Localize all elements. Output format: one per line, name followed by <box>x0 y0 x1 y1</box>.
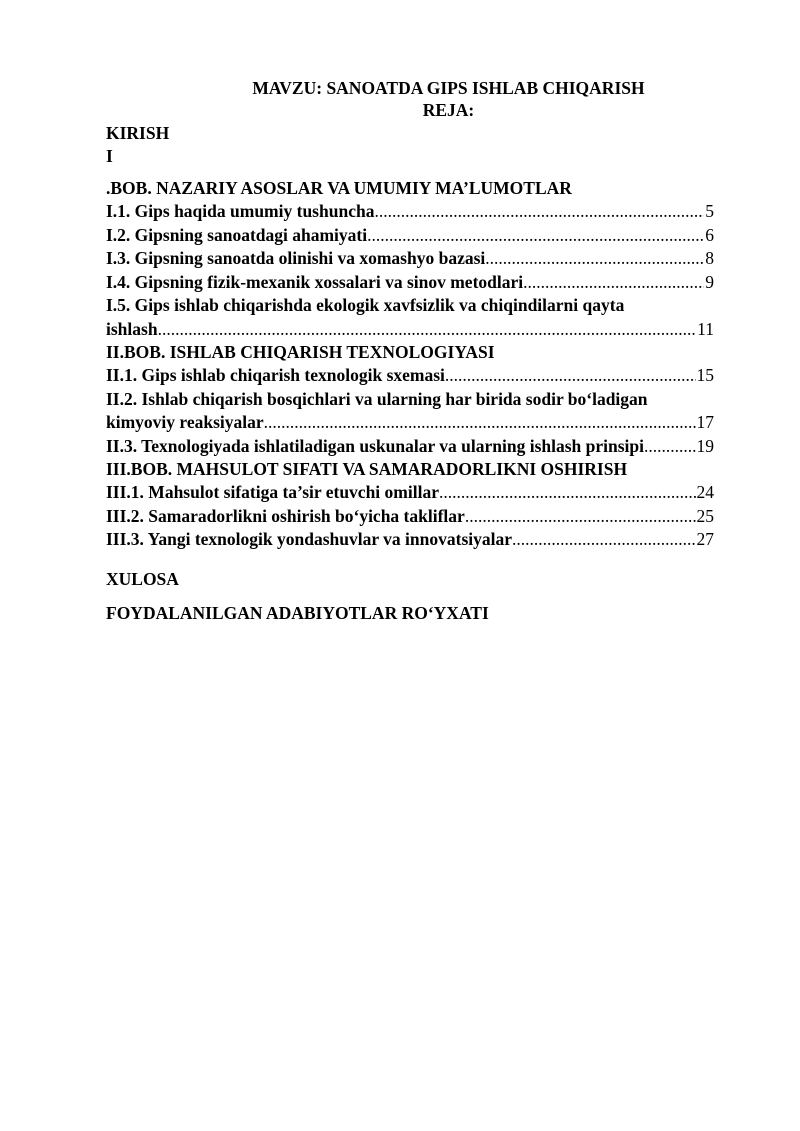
toc-leader-dots <box>512 528 696 552</box>
toc-leader-dots <box>439 481 696 505</box>
toc-page-number: 19 <box>696 435 714 456</box>
toc-leader-dots <box>644 435 695 459</box>
chapter-numeral: I <box>106 146 113 166</box>
toc-page-number: 8 <box>705 248 714 268</box>
toc-leader-dots <box>465 505 696 529</box>
toc-page-number: 27 <box>696 529 714 549</box>
toc-page-number: 17 <box>696 412 714 432</box>
toc-leader-dots <box>367 224 704 248</box>
toc-entry <box>106 505 714 529</box>
document-title: MAVZU: SANOATDA GIPS ISHLAB CHIQARISH <box>252 78 645 98</box>
toc-leader-dots <box>374 200 704 224</box>
toc-entry-label: I.3. Gipsning sanoatda olinishi va xomashyo bazasi <box>106 248 486 268</box>
toc-entry <box>106 411 714 435</box>
toc-entry-label: III.1. Mahsulot sifatiga ta’sir etuvchi omillar <box>106 482 439 502</box>
title-block <box>106 77 791 121</box>
toc-entry-label: III.2. Samaradorlikni oshirish bo‘yicha takliflar <box>106 505 465 526</box>
references-heading: FOYDALANILGAN ADABIYOTLAR RO‘YXATI <box>106 602 489 623</box>
intro-heading: KIRISH <box>106 123 170 143</box>
toc-entry <box>106 364 714 388</box>
toc-entry <box>106 528 714 552</box>
toc-page-number: 6 <box>705 224 714 245</box>
chapter1-heading: .BOB. NAZARIY ASOSLAR VA UMUMIY MA’LUMOTLAR <box>106 178 572 198</box>
toc-page-number: 15 <box>696 365 714 385</box>
toc-entry-label: II.1. Gips ishlab chiqarish texnologik sxemasi <box>106 365 445 385</box>
toc-entry-label: II.3. Texnologiyada ishlatiladigan uskunalar va ularning ishlash prinsipi <box>106 435 645 456</box>
toc-entry-label-line1: I.5. Gips ishlab chiqarishda ekologik xavfsizlik va chiqindilarni qayta <box>106 295 625 315</box>
toc-entry <box>106 224 714 248</box>
toc-entry <box>106 200 714 224</box>
toc-leader-dots <box>485 247 704 271</box>
toc-entry-label: I.1. Gips haqida umumiy tushuncha <box>106 201 375 221</box>
toc-entry-label: III.3. Yangi texnologik yondashuvlar va innovatsiyalar <box>106 529 512 549</box>
toc-leader-dots <box>158 318 697 342</box>
toc-entry <box>106 481 714 505</box>
table-of-contents <box>106 122 714 625</box>
toc-entry-label-line2: ishlash <box>106 318 158 339</box>
toc-page-number: 25 <box>696 505 714 526</box>
toc-entry-label-line1: II.2. Ishlab chiqarish bosqichlari va ularning har birida sodir bo‘ladigan <box>106 388 648 409</box>
toc-leader-dots <box>445 364 696 388</box>
toc-entry-label: I.4. Gipsning fizik-mexanik xossalari va sinov metodlari <box>106 271 524 292</box>
toc-entry-label: I.2. Gipsning sanoatdagi ahamiyati <box>106 224 368 245</box>
toc-entry <box>106 318 714 342</box>
toc-entry-label-line2: kimyoviy reaksiyalar <box>106 412 264 432</box>
toc-entry <box>106 247 714 271</box>
toc-page-number: 5 <box>705 201 714 221</box>
toc-page-number: 11 <box>697 318 714 339</box>
toc-entry <box>106 435 714 459</box>
toc-leader-dots <box>264 411 696 435</box>
toc-page-number: 24 <box>696 482 714 502</box>
chapter3-heading: III.BOB. MAHSULOT SIFATI VA SAMARADORLIKNI OSHIRISH <box>106 459 628 479</box>
plan-heading: REJA: <box>422 100 475 120</box>
chapter2-heading: II.BOB. ISHLAB CHIQARISH TEXNOLOGIYASI <box>106 342 495 362</box>
toc-page-number: 9 <box>705 271 714 292</box>
toc-entry <box>106 271 714 295</box>
conclusion-heading: XULOSA <box>106 568 179 589</box>
toc-leader-dots <box>523 271 704 295</box>
